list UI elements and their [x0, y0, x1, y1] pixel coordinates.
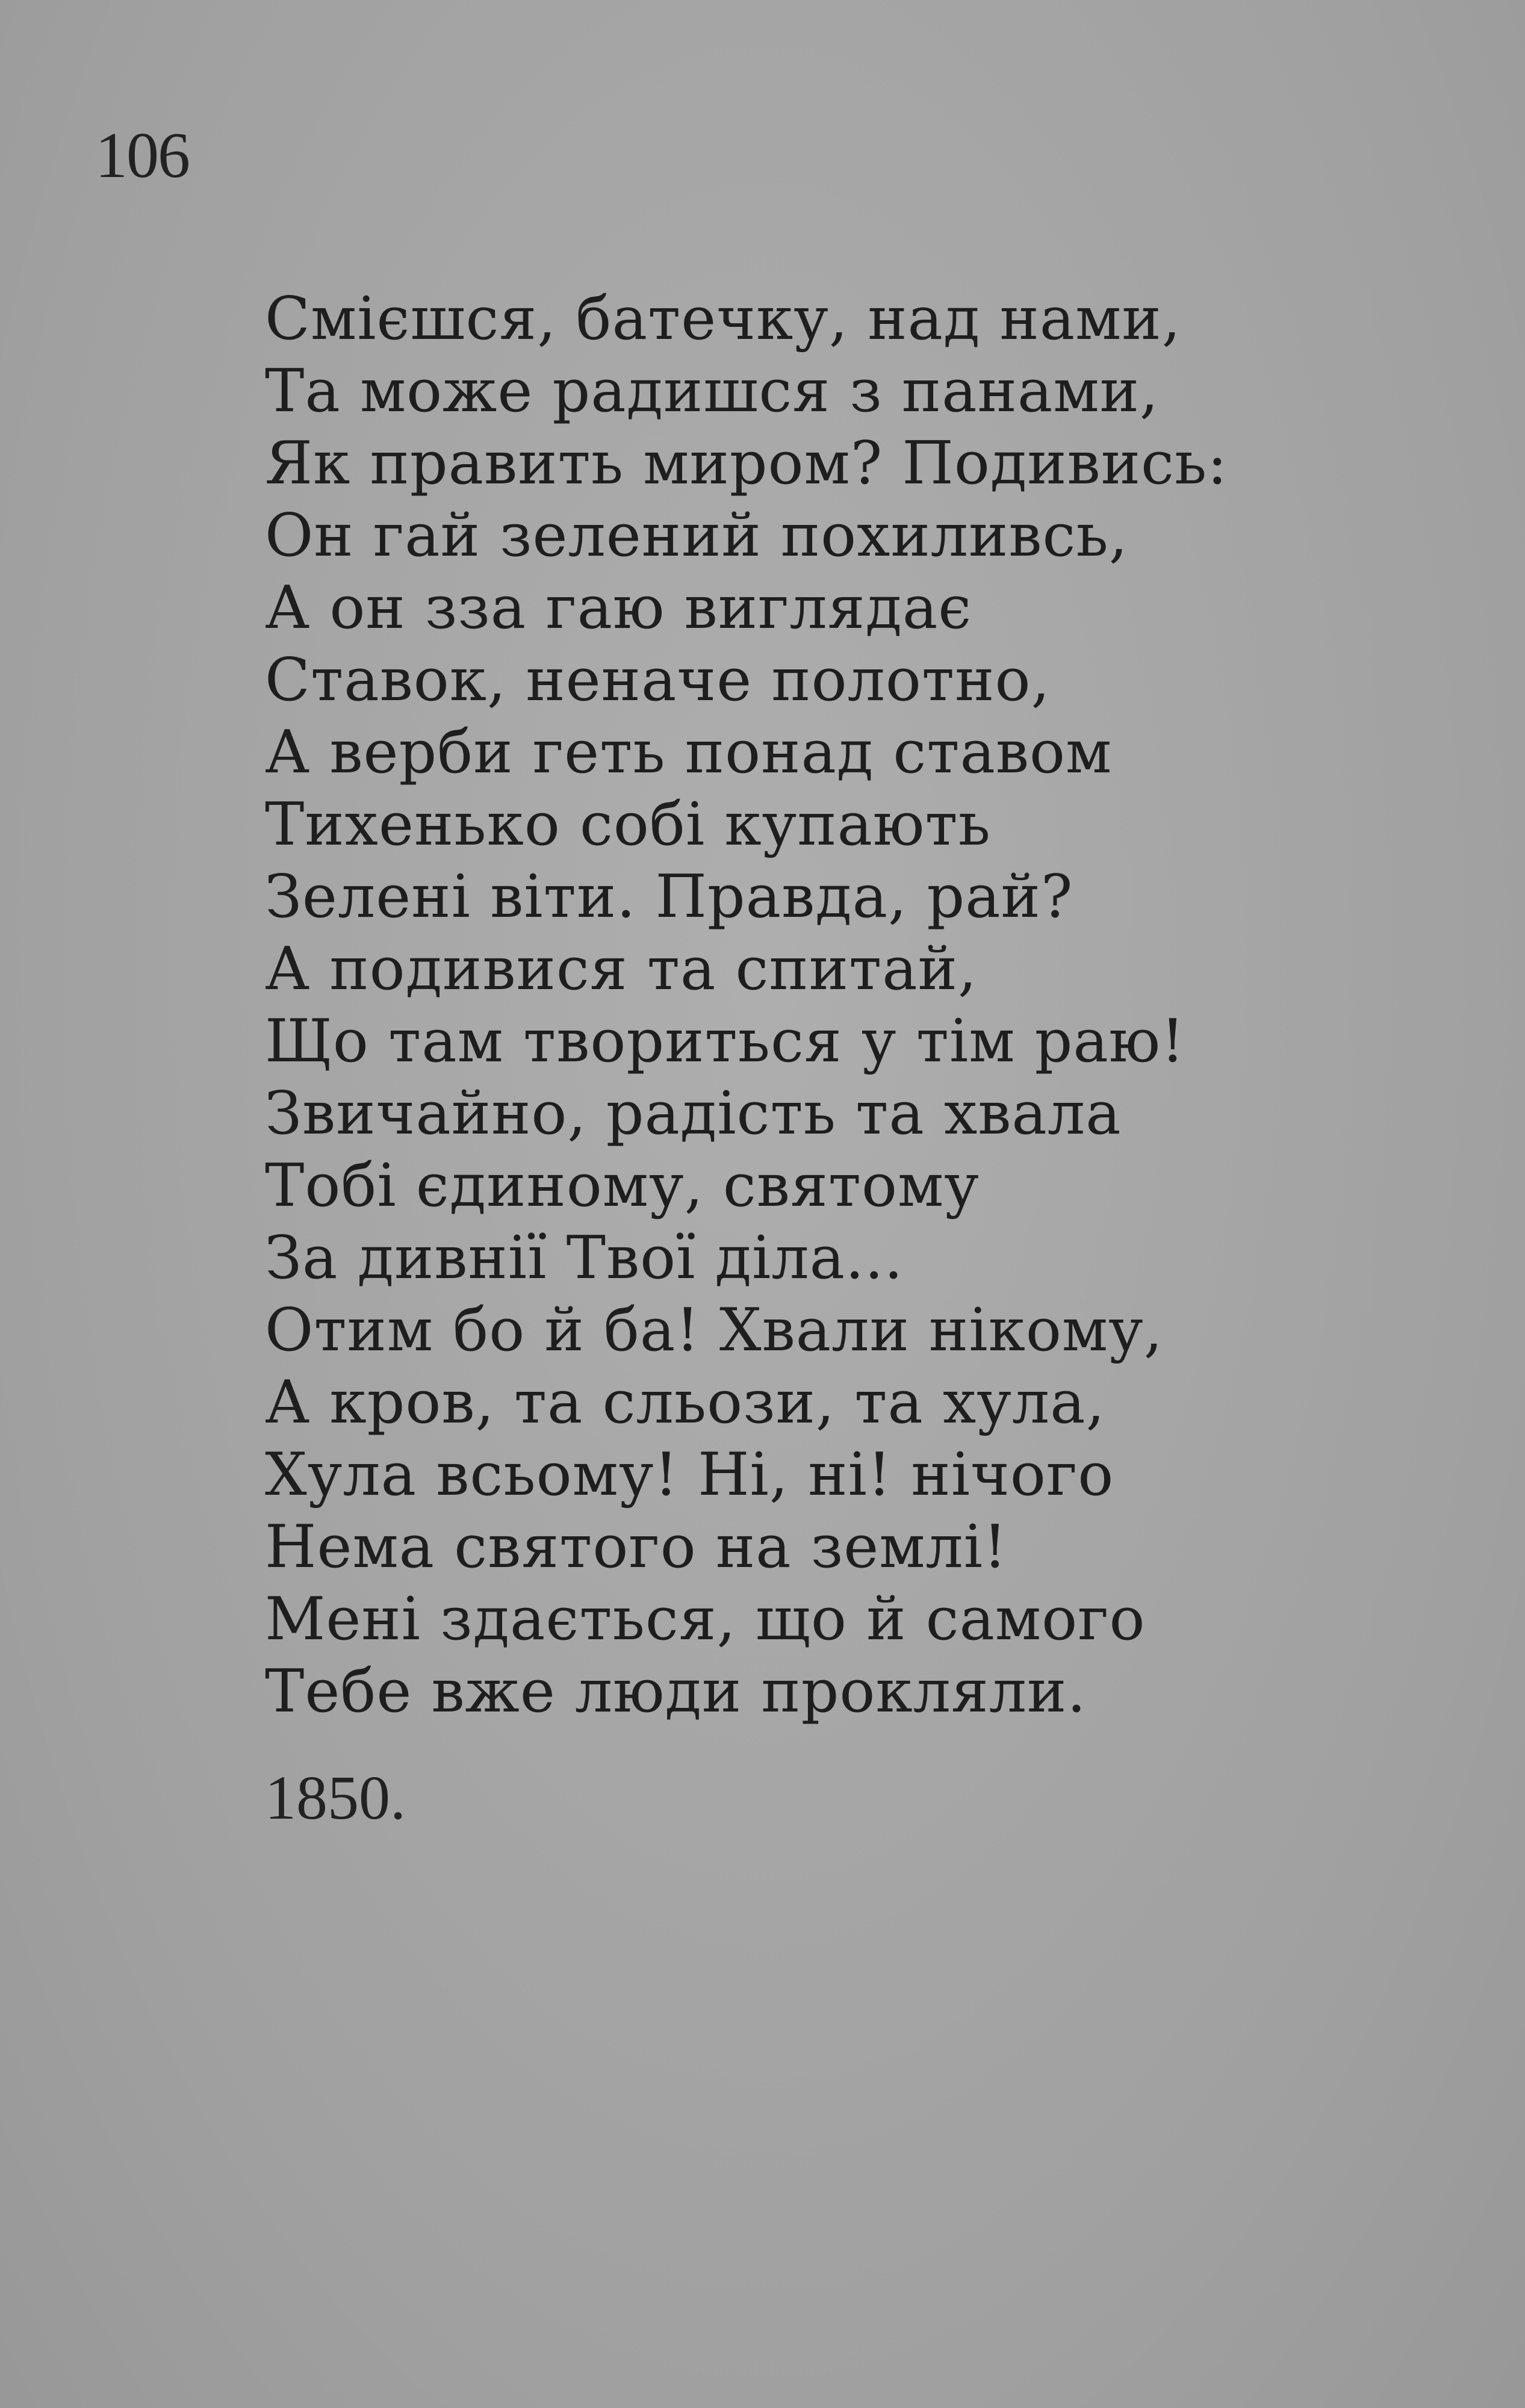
- poem-line: Як править миром? Подивись:: [265, 429, 1228, 498]
- poem-line: Ставок, неначе полотно,: [265, 646, 1051, 715]
- poem-line: А подивися та спитай,: [265, 935, 978, 1004]
- poem-line: Смієшся, батечку, над нами,: [265, 285, 1181, 353]
- poem-line: Мені здається, що й самого: [265, 1585, 1146, 1654]
- poem-line: Он гай зелений похиливсь,: [265, 501, 1128, 570]
- poem-line: Звичайно, радість та хвала: [265, 1079, 1122, 1148]
- page-number: 106: [95, 120, 189, 191]
- poem-line: А он зза гаю виглядає: [265, 574, 972, 642]
- poem-line: За дивнії Твої діла...: [265, 1224, 904, 1292]
- poem-line: Що там твориться у тім раю!: [265, 1007, 1185, 1076]
- poem-line: Нема святого на землі!: [265, 1513, 1008, 1581]
- poem-line: Тебе вже люди прокляли.: [265, 1657, 1087, 1726]
- poem-line: Зелені віти. Правда, рай?: [265, 863, 1073, 931]
- poem-line: А верби геть понад ставом: [265, 718, 1113, 787]
- poem-line: А кров, та сльози, та хула,: [265, 1368, 1105, 1437]
- poem-date: 1850.: [265, 1763, 406, 1832]
- poem-line: Тобі єдиному, святому: [265, 1152, 980, 1220]
- poem-line: Отим бо й ба! Хвали нікому,: [265, 1296, 1163, 1365]
- poem-text: [265, 283, 1409, 1728]
- poem-line: Тихенько собі купають: [265, 790, 991, 859]
- poem-line: Та може радишся з панами,: [265, 357, 1160, 426]
- poem-line: Хула всьому! Ні, ні! нічого: [265, 1441, 1114, 1509]
